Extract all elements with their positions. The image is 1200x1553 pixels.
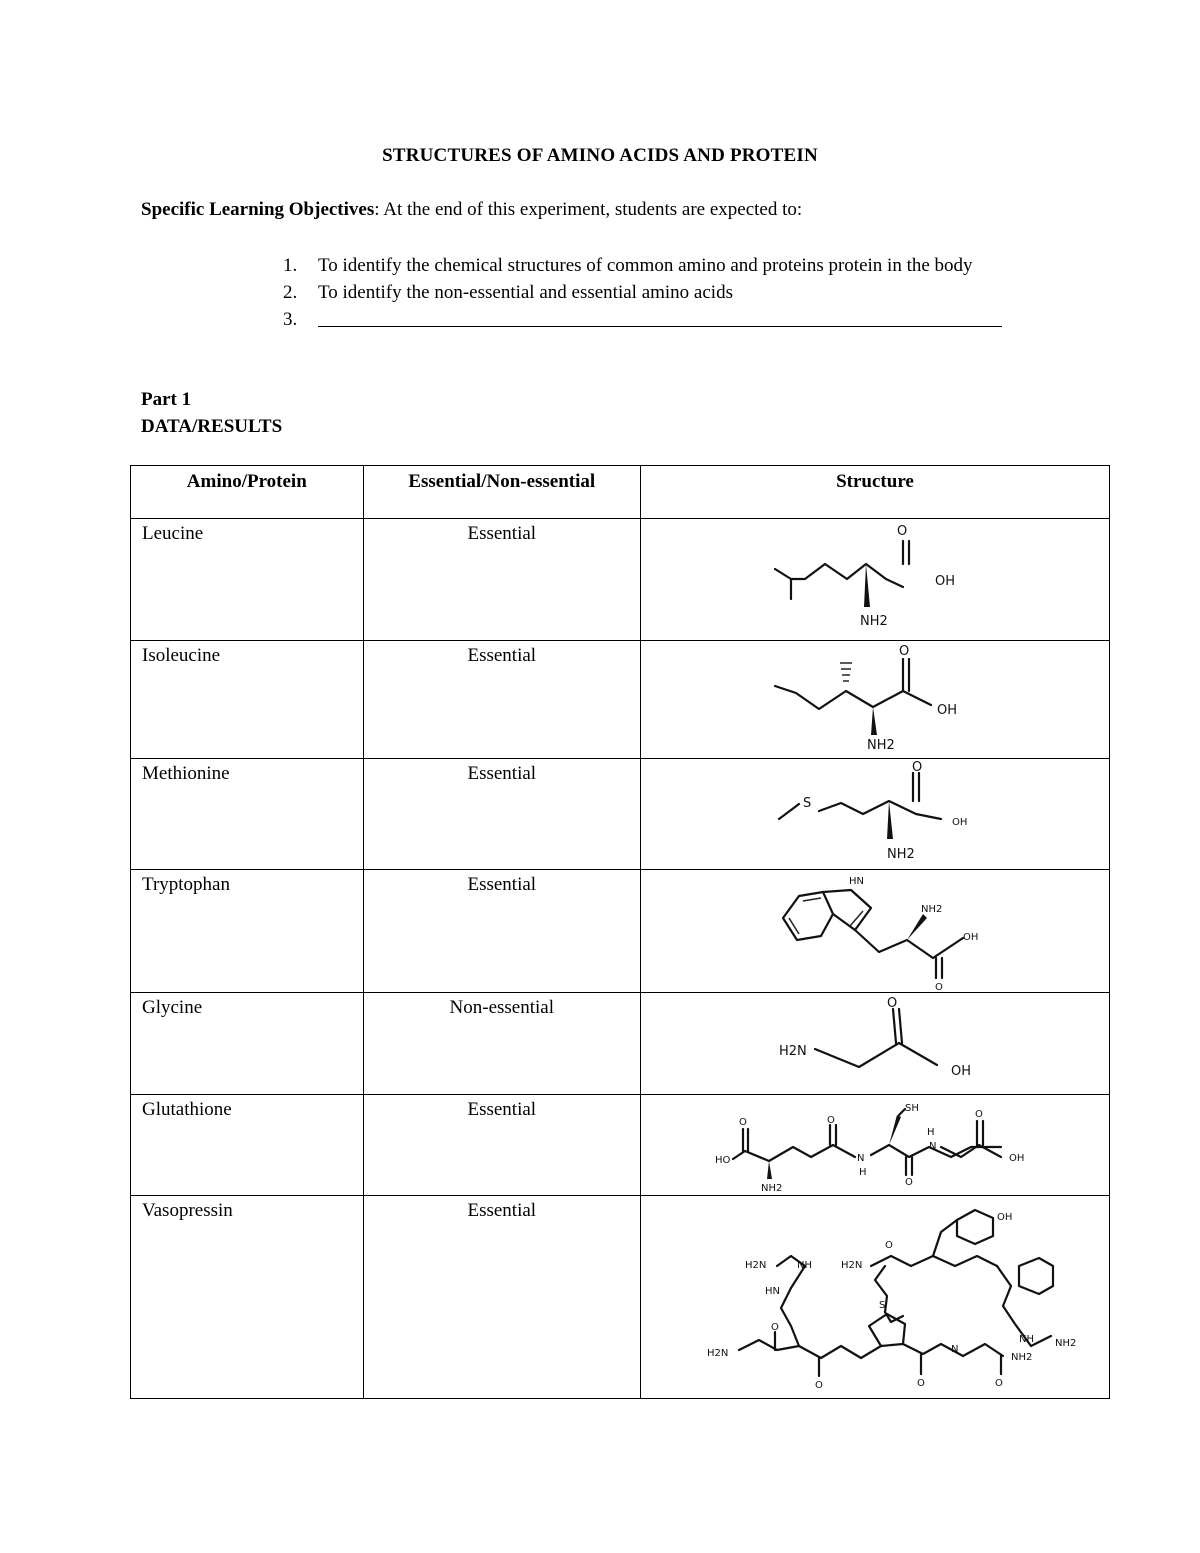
table-row: [131, 641, 1110, 759]
svg-text:O: O: [916, 1378, 925, 1389]
svg-text:OH: OH: [934, 574, 955, 589]
svg-text:OH: OH: [962, 932, 979, 943]
svg-text:O: O: [770, 1322, 779, 1333]
svg-text:OH: OH: [996, 1212, 1013, 1223]
svg-text:H: H: [926, 1127, 935, 1138]
svg-text:HN: HN: [764, 1286, 780, 1297]
svg-text:NH2: NH2: [866, 738, 895, 753]
column-header: Structure: [640, 466, 1109, 519]
leucine-structure-icon: [641, 519, 1107, 639]
table-header-row: [131, 466, 1110, 519]
list-number: 2.: [283, 282, 298, 303]
list-item: [283, 306, 1073, 333]
table-row: [131, 759, 1110, 870]
svg-text:O: O: [974, 1109, 983, 1120]
structure-cell: [640, 519, 1109, 641]
table-row: [131, 519, 1110, 641]
svg-text:N: N: [856, 1153, 865, 1164]
essential-cell: Essential: [363, 1196, 640, 1399]
structure-cell: [640, 993, 1109, 1095]
svg-text:NH2: NH2: [1010, 1352, 1033, 1363]
methionine-structure-icon: [641, 759, 1107, 868]
amino-name-cell: Isoleucine: [131, 641, 364, 759]
svg-text:H: H: [858, 1167, 867, 1178]
svg-text:H2N: H2N: [778, 1044, 807, 1059]
essential-cell: Essential: [363, 870, 640, 993]
svg-text:N: N: [928, 1141, 937, 1152]
svg-text:HN: HN: [848, 876, 864, 887]
list-item-text: To identify the non-essential and essential amino acids: [318, 282, 733, 303]
list-item: [283, 252, 1073, 279]
list-number: 1.: [283, 255, 298, 276]
svg-text:O: O: [994, 1378, 1003, 1389]
svg-text:H2N: H2N: [840, 1260, 863, 1271]
svg-text:SH: SH: [904, 1103, 919, 1114]
table-row: [131, 870, 1110, 993]
svg-text:O: O: [884, 1240, 893, 1251]
fill-in-blank-line: [318, 306, 1002, 327]
amino-name-cell: Leucine: [131, 519, 364, 641]
svg-text:OH: OH: [1008, 1153, 1025, 1164]
objectives-text: : At the end of this experiment, students are expected to:: [374, 199, 803, 220]
svg-text:NH2: NH2: [1054, 1338, 1077, 1349]
objectives-intro: [141, 199, 802, 221]
list-item: [283, 279, 1073, 306]
svg-text:OH: OH: [936, 703, 957, 718]
svg-text:O: O: [826, 1115, 835, 1126]
table-row: [131, 993, 1110, 1095]
isoleucine-structure-icon: [641, 641, 1107, 757]
svg-text:NH2: NH2: [859, 614, 888, 629]
svg-text:O: O: [738, 1117, 747, 1128]
structure-cell: [640, 641, 1109, 759]
structure-cell: [640, 1196, 1109, 1399]
list-item-text: To identify the chemical structures of common amino and proteins protein in the body: [318, 255, 973, 276]
essential-cell: Essential: [363, 641, 640, 759]
part-heading: Part 1: [141, 389, 192, 410]
amino-acid-table: [130, 465, 1110, 1399]
essential-cell: Non-essential: [363, 993, 640, 1095]
svg-text:NH: NH: [796, 1260, 812, 1271]
svg-text:O: O: [911, 760, 923, 775]
svg-text:S: S: [802, 796, 812, 811]
svg-text:OH: OH: [951, 817, 968, 828]
section-heading: DATA/RESULTS: [141, 416, 283, 437]
svg-text:O: O: [898, 644, 910, 659]
svg-text:H2N: H2N: [706, 1348, 729, 1359]
table-row: [131, 1196, 1110, 1399]
svg-text:O: O: [904, 1177, 913, 1188]
svg-text:HO: HO: [714, 1155, 731, 1166]
svg-text:NH: NH: [1018, 1334, 1034, 1345]
svg-text:N: N: [950, 1344, 959, 1355]
svg-text:O: O: [814, 1380, 823, 1391]
essential-cell: Essential: [363, 759, 640, 870]
svg-text:O: O: [934, 982, 943, 991]
amino-name-cell: Tryptophan: [131, 870, 364, 993]
vasopressin-structure-icon: [641, 1196, 1107, 1397]
svg-text:O: O: [896, 524, 908, 539]
amino-name-cell: Methionine: [131, 759, 364, 870]
structure-cell: [640, 870, 1109, 993]
objectives-list: [283, 252, 1073, 333]
column-header: Amino/Protein: [131, 466, 364, 519]
objectives-label: Specific Learning Objectives: [141, 199, 375, 220]
amino-name-cell: Glutathione: [131, 1095, 364, 1196]
structure-cell: [640, 1095, 1109, 1196]
essential-cell: Essential: [363, 1095, 640, 1196]
part-heading-block: [141, 386, 282, 440]
table-row: [131, 1095, 1110, 1196]
svg-text:NH2: NH2: [760, 1183, 783, 1194]
list-number: 3.: [283, 309, 298, 330]
svg-text:S: S: [878, 1300, 886, 1311]
svg-text:NH2: NH2: [886, 847, 915, 862]
amino-name-cell: Vasopressin: [131, 1196, 364, 1399]
tryptophan-structure-icon: [641, 870, 1107, 991]
svg-text:OH: OH: [950, 1064, 971, 1079]
glutathione-structure-icon: [641, 1095, 1107, 1194]
column-header: Essential/Non-essential: [363, 466, 640, 519]
amino-name-cell: Glycine: [131, 993, 364, 1095]
svg-text:H2N: H2N: [744, 1260, 767, 1271]
page-title: STRUCTURES OF AMINO ACIDS AND PROTEIN: [382, 145, 818, 166]
svg-text:O: O: [886, 996, 898, 1011]
glycine-structure-icon: [641, 993, 1107, 1093]
structure-cell: [640, 759, 1109, 870]
essential-cell: Essential: [363, 519, 640, 641]
svg-text:NH2: NH2: [920, 904, 943, 915]
